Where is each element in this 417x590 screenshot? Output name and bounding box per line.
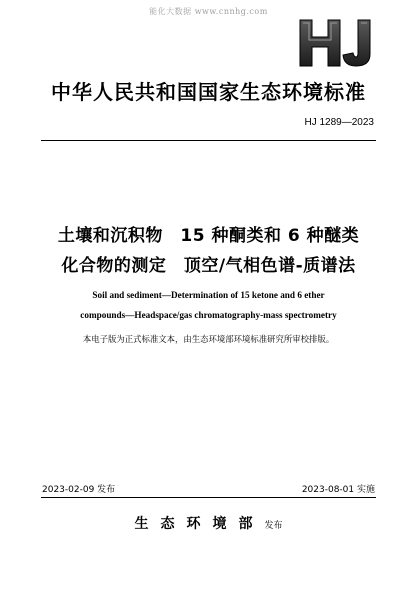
- title-zh-line-1: 土壤和沉积物 15 种酮类和 6 种醚类: [57, 226, 360, 246]
- bottom-divider: [41, 497, 376, 498]
- implementation-date: 2023-08-01 实施: [301, 485, 375, 495]
- top-divider: [41, 140, 376, 141]
- title-en-line-1: Soil and sediment—Determination of 15 ketone and 6 ether: [92, 290, 325, 300]
- standard-number: HJ 1289—2023: [304, 117, 374, 128]
- publisher-suffix: 发布: [264, 521, 283, 531]
- publisher: [0, 513, 417, 533]
- issue-date: 2023-02-09 发布: [42, 485, 116, 495]
- issuer-title: 中华人民共和国国家生态环境标准: [51, 80, 366, 104]
- watermark: 能化大数据 www.cnnhg.com: [149, 7, 268, 16]
- edition-note: 本电子版为正式标准文本，由生态环境部环境标准研究所审校排版。: [82, 334, 335, 344]
- hj-standard-logo-icon: [298, 18, 374, 68]
- title-en-line-2: compounds—Headspace/gas chromatography-mass spectrometry: [80, 310, 337, 320]
- title-zh-line-2: 化合物的测定 顶空/气相色谱-质谱法: [61, 256, 356, 276]
- publisher-org: 生态环境部: [134, 516, 265, 532]
